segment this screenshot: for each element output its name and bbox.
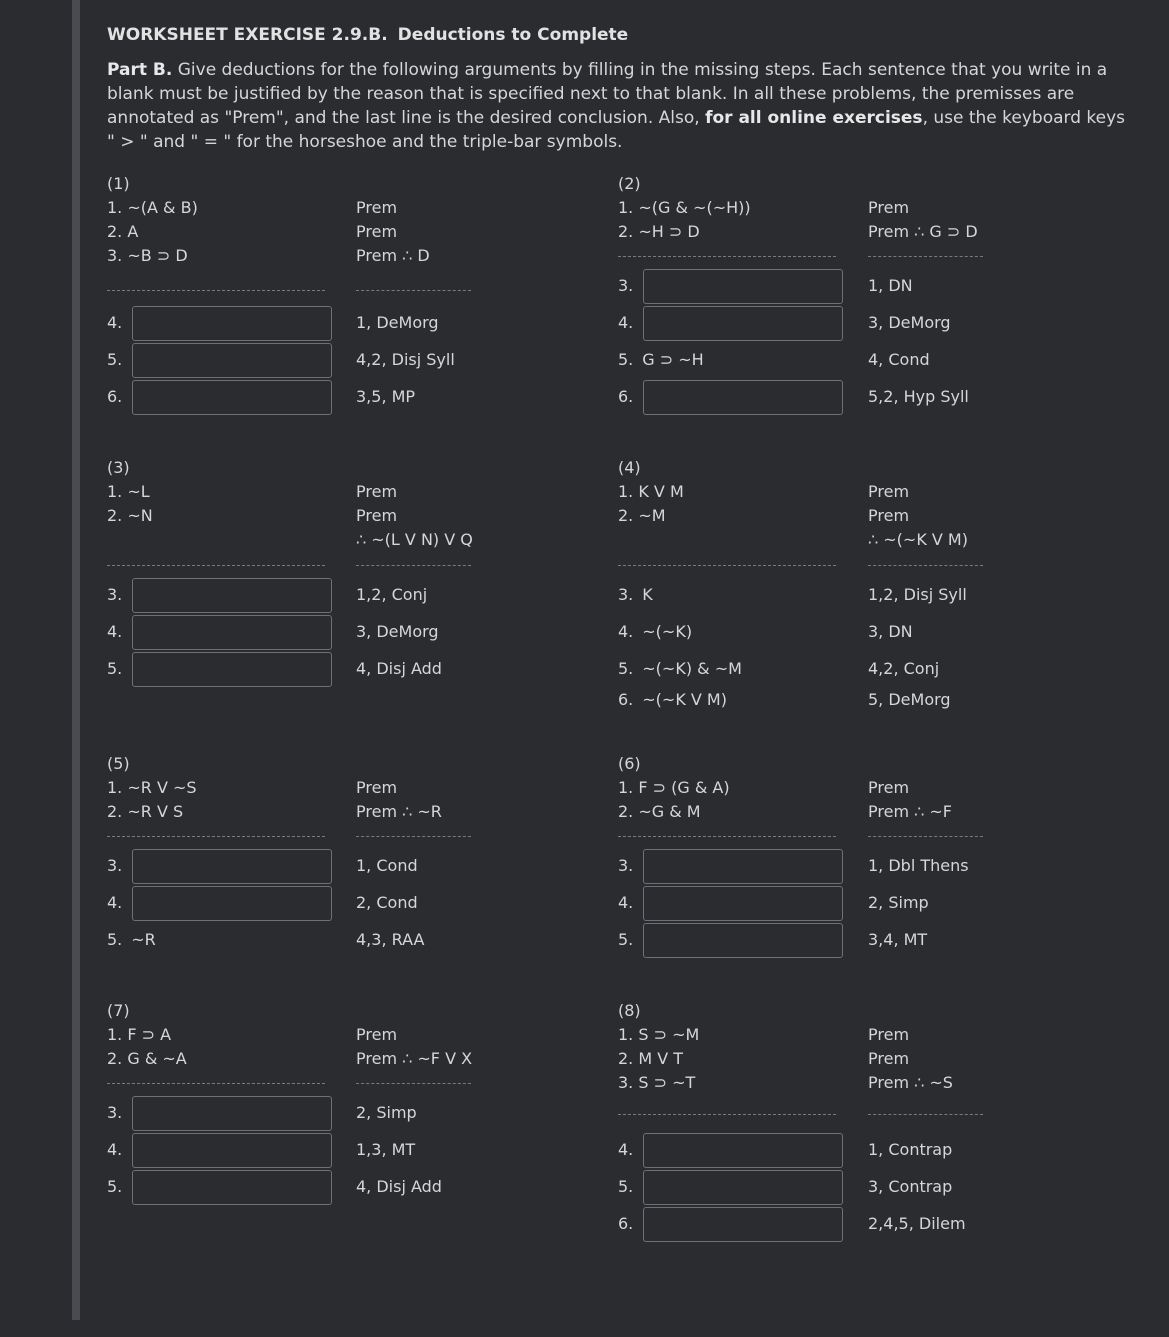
answer-input[interactable] [643,849,843,884]
premise-line: 1. ~(A & B) [107,198,198,217]
step-text: ~R [131,930,156,949]
premise-justification: Prem [356,198,398,217]
instructions [107,58,1127,154]
step-line [618,688,727,712]
step-number: 3. [107,585,123,604]
divider-line [868,565,983,566]
divider-line [868,836,983,837]
step-justification: 2, Simp [356,1103,417,1122]
step-number: 3. [618,276,634,295]
premise-justification: Prem [868,482,910,501]
premise-justification: Prem ∴ ~F V X [356,1049,473,1068]
step-text: G ⊃ ~H [642,350,704,369]
step-justification: 5,2, Hyp Syll [868,387,969,406]
step-text: ~(~K) [642,622,693,641]
step-number: 3. [107,856,123,875]
step-number: 5. [107,1177,123,1196]
answer-input[interactable] [132,1096,332,1131]
divider-line [356,1083,471,1084]
step-number: 6. [618,690,634,709]
answer-input[interactable] [132,652,332,687]
step-justification: 3, DeMorg [868,313,951,332]
premise-justification: ∴ ~(L V N) V Q [356,530,473,549]
premise-line: 1. ~L [107,482,150,501]
step-text: ~(~K) & ~M [642,659,742,678]
step-justification: 1, Contrap [868,1140,953,1159]
step-justification: 3, DeMorg [356,622,439,641]
answer-input[interactable] [132,380,332,415]
answer-input[interactable] [643,269,843,304]
premise-justification: Prem [868,778,910,797]
worksheet [107,22,1127,154]
step-justification: 2, Cond [356,893,418,912]
problem-label: (3) [107,458,130,477]
premise-line: 2. ~N [107,506,153,525]
step-justification: 4, Cond [868,350,930,369]
step-number: 4. [618,622,634,641]
step-line [107,928,156,952]
premise-line: 3. ~B ⊃ D [107,246,188,265]
step-number: 4. [107,622,123,641]
premise-justification: Prem [356,506,398,525]
step-justification: 5, DeMorg [868,690,951,709]
step-number: 5. [618,1177,634,1196]
divider-line [107,1083,325,1084]
step-justification: 4,3, RAA [356,930,425,949]
answer-input[interactable] [132,343,332,378]
answer-input[interactable] [132,1133,332,1168]
premise-justification: Prem ∴ ~S [868,1073,953,1092]
step-number: 4. [618,1140,634,1159]
instructions-bold: for all online exercises [705,108,923,128]
divider-line [356,836,471,837]
divider-line [868,256,983,257]
divider-line [356,565,471,566]
step-justification: 3,4, MT [868,930,928,949]
step-line [618,348,704,372]
problem-label: (7) [107,1001,130,1020]
title-label: WORKSHEET EXERCISE 2.9.B. [107,25,388,45]
step-justification: 1, DeMorg [356,313,439,332]
problem-label: (1) [107,174,130,193]
step-justification: 4,2, Conj [868,659,940,678]
premise-line: 1. F ⊃ (G & A) [618,778,730,797]
premise-line: 1. ~(G & ~(~H)) [618,198,751,217]
premise-line: 1. K V M [618,482,684,501]
answer-input[interactable] [643,1207,843,1242]
premise-justification: Prem [356,482,398,501]
premise-justification: Prem [868,1049,910,1068]
instructions-text-2: , use the keyboard keys " > " and " = " for the horseshoe and the triple-bar symbols. [107,108,1126,152]
problem-label: (8) [618,1001,641,1020]
step-number: 6. [618,387,634,406]
answer-input[interactable] [132,849,332,884]
problem-label: (4) [618,458,641,477]
step-number: 5. [618,659,634,678]
step-line [618,583,653,607]
premise-line: 2. M V T [618,1049,684,1068]
divider-line [618,256,836,257]
step-number: 5. [618,350,634,369]
answer-input[interactable] [643,886,843,921]
premise-line: 2. ~H ⊃ D [618,222,700,241]
divider-line [356,290,471,291]
step-justification: 3, Contrap [868,1177,953,1196]
step-text: K [642,585,653,604]
step-number: 6. [618,1214,634,1233]
problem-label: (2) [618,174,641,193]
premise-justification: Prem ∴ ~F [868,802,952,821]
premise-justification: Prem [868,198,910,217]
step-number: 5. [107,659,123,678]
step-justification: 4, Disj Add [356,659,442,678]
step-number: 3. [618,585,634,604]
step-justification: 2, Simp [868,893,929,912]
answer-input[interactable] [643,1133,843,1168]
step-justification: 3, DN [868,622,913,641]
premise-justification: Prem [356,1025,398,1044]
answer-input[interactable] [132,578,332,613]
divider-line [107,836,325,837]
step-text: ~(~K V M) [642,690,727,709]
step-justification: 1,2, Disj Syll [868,585,967,604]
premise-line: 2. A [107,222,139,241]
step-justification: 1,3, MT [356,1140,416,1159]
answer-input[interactable] [132,886,332,921]
step-justification: 2,4,5, Dilem [868,1214,966,1233]
step-number: 4. [618,893,634,912]
divider-line [618,565,836,566]
premise-line: 1. S ⊃ ~M [618,1025,700,1044]
premise-line: 3. S ⊃ ~T [618,1073,696,1092]
step-number: 4. [618,313,634,332]
answer-input[interactable] [643,923,843,958]
divider-line [107,565,325,566]
step-line [618,620,692,644]
answer-input[interactable] [643,1170,843,1205]
step-number: 5. [618,930,634,949]
title-subtitle: Deductions to Complete [397,25,629,45]
premise-justification: Prem [356,778,398,797]
divider-line [868,1114,983,1115]
step-justification: 3,5, MP [356,387,416,406]
answer-input[interactable] [132,1170,332,1205]
instructions-text-1: Give deductions for the following arguments by filling in the missing steps. Each sentence that you write in a blank must be justified by the reason that is specified next to that blank. In all these problems, the premisses are annotated as "Prem", and the last line is the desired conclusion. Also, [107,60,1108,128]
premise-justification: ∴ ~(~K V M) [868,530,968,549]
answer-input[interactable] [132,615,332,650]
worksheet-title [107,22,1127,48]
step-justification: 1,2, Conj [356,585,428,604]
premise-justification: Prem ∴ D [356,246,430,265]
step-justification: 4, Disj Add [356,1177,442,1196]
divider-line [618,836,836,837]
step-justification: 1, DN [868,276,913,295]
premise-justification: Prem ∴ ~R [356,802,442,821]
problem-label: (5) [107,754,130,773]
premise-line: 2. ~G & M [618,802,701,821]
premise-justification: Prem [868,506,910,525]
left-margin-bar [72,0,80,1320]
step-justification: 1, Dbl Thens [868,856,969,875]
step-number: 6. [107,387,123,406]
step-number: 3. [618,856,634,875]
divider-line [618,1114,836,1115]
answer-input[interactable] [643,380,843,415]
premise-line: 2. ~M [618,506,666,525]
step-justification: 4,2, Disj Syll [356,350,455,369]
premise-justification: Prem [356,222,398,241]
problem-label: (6) [618,754,641,773]
divider-line [107,290,325,291]
premise-line: 1. F ⊃ A [107,1025,172,1044]
premise-justification: Prem [868,1025,910,1044]
premise-line: 1. ~R V ~S [107,778,197,797]
step-number: 5. [107,930,123,949]
premise-line: 2. G & ~A [107,1049,187,1068]
step-number: 4. [107,1140,123,1159]
step-number: 5. [107,350,123,369]
step-number: 4. [107,313,123,332]
answer-input[interactable] [132,306,332,341]
premise-line: 2. ~R V S [107,802,184,821]
step-line [618,657,742,681]
step-justification: 1, Cond [356,856,418,875]
part-label: Part B. [107,60,173,80]
premise-justification: Prem ∴ G ⊃ D [868,222,978,241]
step-number: 4. [107,893,123,912]
step-number: 3. [107,1103,123,1122]
answer-input[interactable] [643,306,843,341]
